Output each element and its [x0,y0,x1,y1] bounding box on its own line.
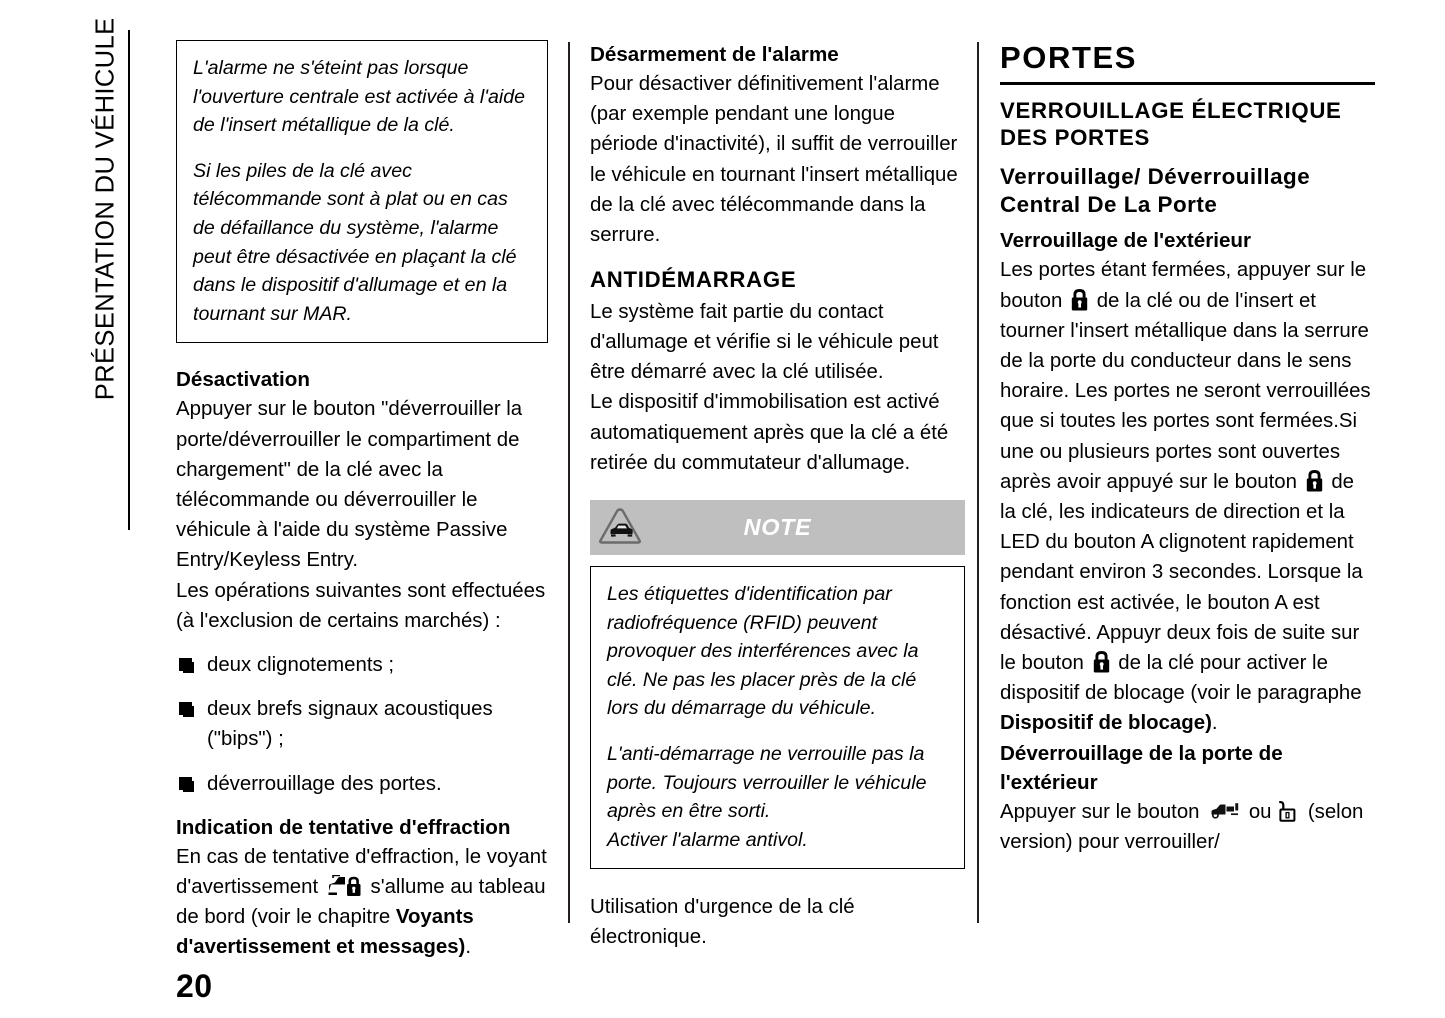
lock-open-icon [1277,799,1298,822]
note-box [590,566,965,869]
warning-box [176,40,548,343]
car-lock-warning-icon [328,875,361,898]
effraction-text-end: . [465,936,472,959]
heading-effraction: Indication de tentative d'effraction [176,815,511,839]
list-item-label: deux clignotements ; [207,653,395,676]
ext-lock-body [1000,255,1375,738]
ext-lock-part-6: . [1211,712,1218,735]
chapter-side-tab-label: PRÉSENTATION DU VÉHICULE [91,17,120,401]
list-item [176,769,548,799]
heading-antidemarrage: ANTIDÉMARRAGE [590,267,797,293]
square-bullet-icon [179,702,192,715]
heading-desactivation: Désactivation [176,368,310,392]
heading-verrouillage-exterieur: Verrouillage de l'extérieur [1000,229,1251,253]
desarmement-body: Pour désactiver définitivement l'alarme (par exemple pendant une longue période d'inactivité), il suffit de verrouiller le véhicule en tournant l'insert métallique de la clé avec télécommande dans la serrure. [590,73,958,247]
ext-unlock-body [1000,797,1375,857]
page-title: PORTES [1000,40,1138,75]
effraction-text-after: s'allume au tableau de bord (voir le chapitre [176,875,546,929]
antidemarrage-body-2: Le dispositif d'immobilisation est activé automatiquement après que la clé a été retirée du commutateur d'allumage. [590,391,949,474]
ext-unlock-part-1: Appuyer sur le bouton [1000,800,1206,823]
heading-desarmement: Désarmement de l'alarme [590,43,839,66]
list-item-label: déverrouillage des portes. [207,772,442,795]
column-three [1000,40,1375,857]
column-divider-2 [977,42,979,923]
ext-lock-part-1: Les portes étant fermées, appuyer sur le bouton [1000,259,1367,312]
square-bullet-icon [179,777,192,790]
antidemarrage-body: Le système fait partie du contact d'allumage et vérifie si le véhicule peut être démarré avec la clé utilisée. [590,300,939,384]
chapter-side-tab [78,17,130,530]
ext-lock-part-5: de la clé pour activer le dispositif de blocage (voir le paragraphe [1000,652,1362,705]
ext-lock-part-3: Si une ou plusieurs portes sont ouvertes après avoir appuyé sur le bouton [1000,410,1358,493]
chapter-side-tab-rule [128,30,130,530]
page-title-rule [1000,82,1375,85]
page-number: 20 [176,968,213,1004]
column-two [590,40,965,953]
effraction-text-before: En cas de tentative d'effraction, le voyant d'avertissement [176,845,547,898]
square-bullet-icon [179,658,192,671]
warning-box-paragraph-1: L'alarme ne s'éteint pas lorsque l'ouverture centrale est activée à l'aide de l'insert métallique de la clé. [193,57,526,137]
note-paragraph-2: L'anti-démarrage ne verrouille pas la porte. Toujours verrouiller le véhicule après en être sorti. [607,742,927,823]
effraction-bold-reference: Voyants d'avertissement et messages) [176,906,474,959]
ext-lock-bold-reference: Dispositif de blocage) [1000,712,1212,735]
heading-verrouillage-electrique: VERROUILLAGE ÉLECTRIQUE DES PORTES [1000,98,1342,150]
column-divider-1 [568,42,570,923]
desactivation-body-2: Les opérations suivantes sont effectuées (à l'exclusion de certains marchés) : [176,579,546,632]
ext-lock-part-4: de la clé, les indicateurs de direction et la LED du bouton A clignotent rapidement pendant environ 3 secondes. Lorsque la fonction est activée, le bouton A est désactivé. Appuyr deux fois de suite sur le bouton [1000,470,1363,675]
note-label: NOTE [743,513,812,540]
list-item [176,650,548,680]
note-paragraph-1: Les étiquettes d'identification par radiofréquence (RFID) peuvent provoquer des interférences avec la clé. Ne pas les placer près de la clé lors du démarrage du véhicule. [607,582,919,720]
note-header-bar [590,500,965,555]
ext-unlock-part-2: ou [1243,800,1278,823]
list-item-label: deux brefs signaux acoustiques ("bips") ; [207,698,493,751]
desactivation-body: Appuyer sur le bouton "déverrouiller la porte/déverrouiller le compartiment de chargement" de la clé avec la télécommande ou déverrouiller le véhicule à l'aide du système Passive Entry/Keyless Entry. [176,398,523,572]
ext-lock-part-2: de la clé ou de l'insert et tourner l'insert métallique dans la serrure de la porte du conducteur dans le sens horaire. Les portes ne seront verrouillées que si toutes les portes sont fermées. [1000,289,1371,433]
trunk-open-icon [1209,800,1239,820]
warning-box-paragraph-2: Si les piles de la clé avec télécommande sont à plat ou en cas de défaillance du système, l'alarme peut être désactivée en plaçant la clé dans le dispositif d'allumage et en la tournant sur MAR. [193,159,517,325]
effraction-body [176,842,548,963]
heading-deverrouillage-exterieur: Déverrouillage de la porte de l'extérieur [1000,741,1283,794]
ext-unlock-part-3: (selon version) pour verrouiller/ [1000,800,1364,853]
lock-closed-icon [1306,470,1323,492]
lock-closed-icon [1071,289,1088,311]
lock-closed-icon [1093,651,1110,673]
column-one [176,40,548,963]
desactivation-bullet-list [176,650,548,799]
closing-text: Utilisation d'urgence de la clé électronique. [590,896,855,949]
list-item [176,694,548,754]
heading-verrouillage-central: Verrouillage/ Déverrouillage Central De La Porte [1000,164,1311,217]
note-paragraph-3: Activer l'alarme antivol. [607,828,808,851]
